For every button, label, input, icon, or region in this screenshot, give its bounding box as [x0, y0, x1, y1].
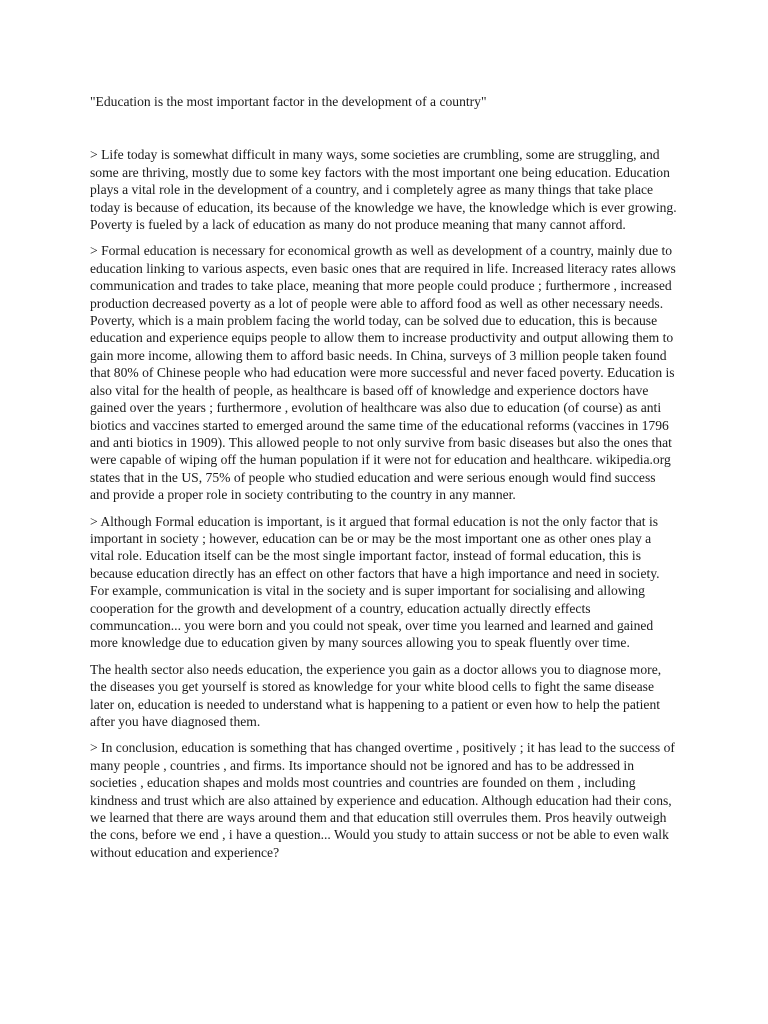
document-title: "Education is the most important factor in the development of a country"	[90, 94, 487, 109]
paragraph-health-sector: The health sector also needs education, the experience you gain as a doctor allows you to diagnose more, the diseases you get yourself is stored as knowledge for your white blood cells to fight the same disease later on, education is needed to understand what is happening to a patient or even how to help the patient after you have diagnosed them.	[90, 661, 662, 729]
paragraph-counterargument: > Although Formal education is important, is it argued that formal education is not the only factor that is important in society ; however, education can be or may be the most important one as other ones play a vital role. Education itself can be the most single important factor, instead of formal education, this is because education directly has an effect on other factors that have a high importance and need in society. For example, communication is vital in the society and is super important for socialising and allowing cooperation for the growth and development of a country, education actually directly effects communcation... you were born and you could not speak, over time you learned and learned and gained more knowledge due to education given by many sources allowing you to speak fluently over time.	[90, 513, 660, 651]
paragraph-introduction: > Life today is somewhat difficult in many ways, some societies are crumbling, some are struggling, and some are thriving, mostly due to some key factors with the most important one being education. Education plays a vital role in the development of a country, and i completely agree as many things that take place today is because of education, its because of the knowledge we have, the knowledge which is ever growing. Poverty is fueled by a lack of education as many do not produce meaning that many cannot afford.	[90, 147, 677, 233]
paragraph-formal-education: > Formal education is necessary for economical growth as well as development of a country, mainly due to education linking to various aspects, even basic ones that are required in life. Increased literacy rates allows communication and trades to take place, meaning that more people could produce ; furthermore , increased production decreased poverty as a lot of people were able to afford food as well as other necessary needs. Poverty, which is a main problem facing the world today, can be solved due to education, this is because education and experience equips people to allow them to increase productivity and output allowing them to gain more income, allowing them to afford basic needs. In China, surveys of 3 million people taken found that 80% of Chinese people who had education were more successful and never faced poverty. Education is also vital for the health of people, as healthcare is based off of knowledge and experience doctors have gained over the years ; furthermore , evolution of healthcare was also due to education (of course) as anti biotics and vaccines started to emerged around the same time of the educational reforms (vaccines in 1796 and anti biotics in 1909). This allowed people to not only survive from basic diseases but also the ones that were capable of wiping off the human population if it were not for education and healthcare. wikipedia.org states that in the US, 75% of people who studied education and were serious enough would find success and provide a proper role in society contributing to the country in any manner.	[90, 243, 676, 503]
paragraph-conclusion: > In conclusion, education is something that has changed overtime , positively ; it has lead to the success of many people , countries , and firms. Its importance should not be ignored and has to be addressed in societies , education shapes and molds most countries and countries are founded on them , including kindness and trust which are also attained by experience and education. Although education had their cons, we learned that there are ways around them and that education still overrules them. Pros heavily outweigh the cons, before we end , i have a question... Would you study to attain success or not be able to even walk without education and experience?	[90, 740, 675, 860]
